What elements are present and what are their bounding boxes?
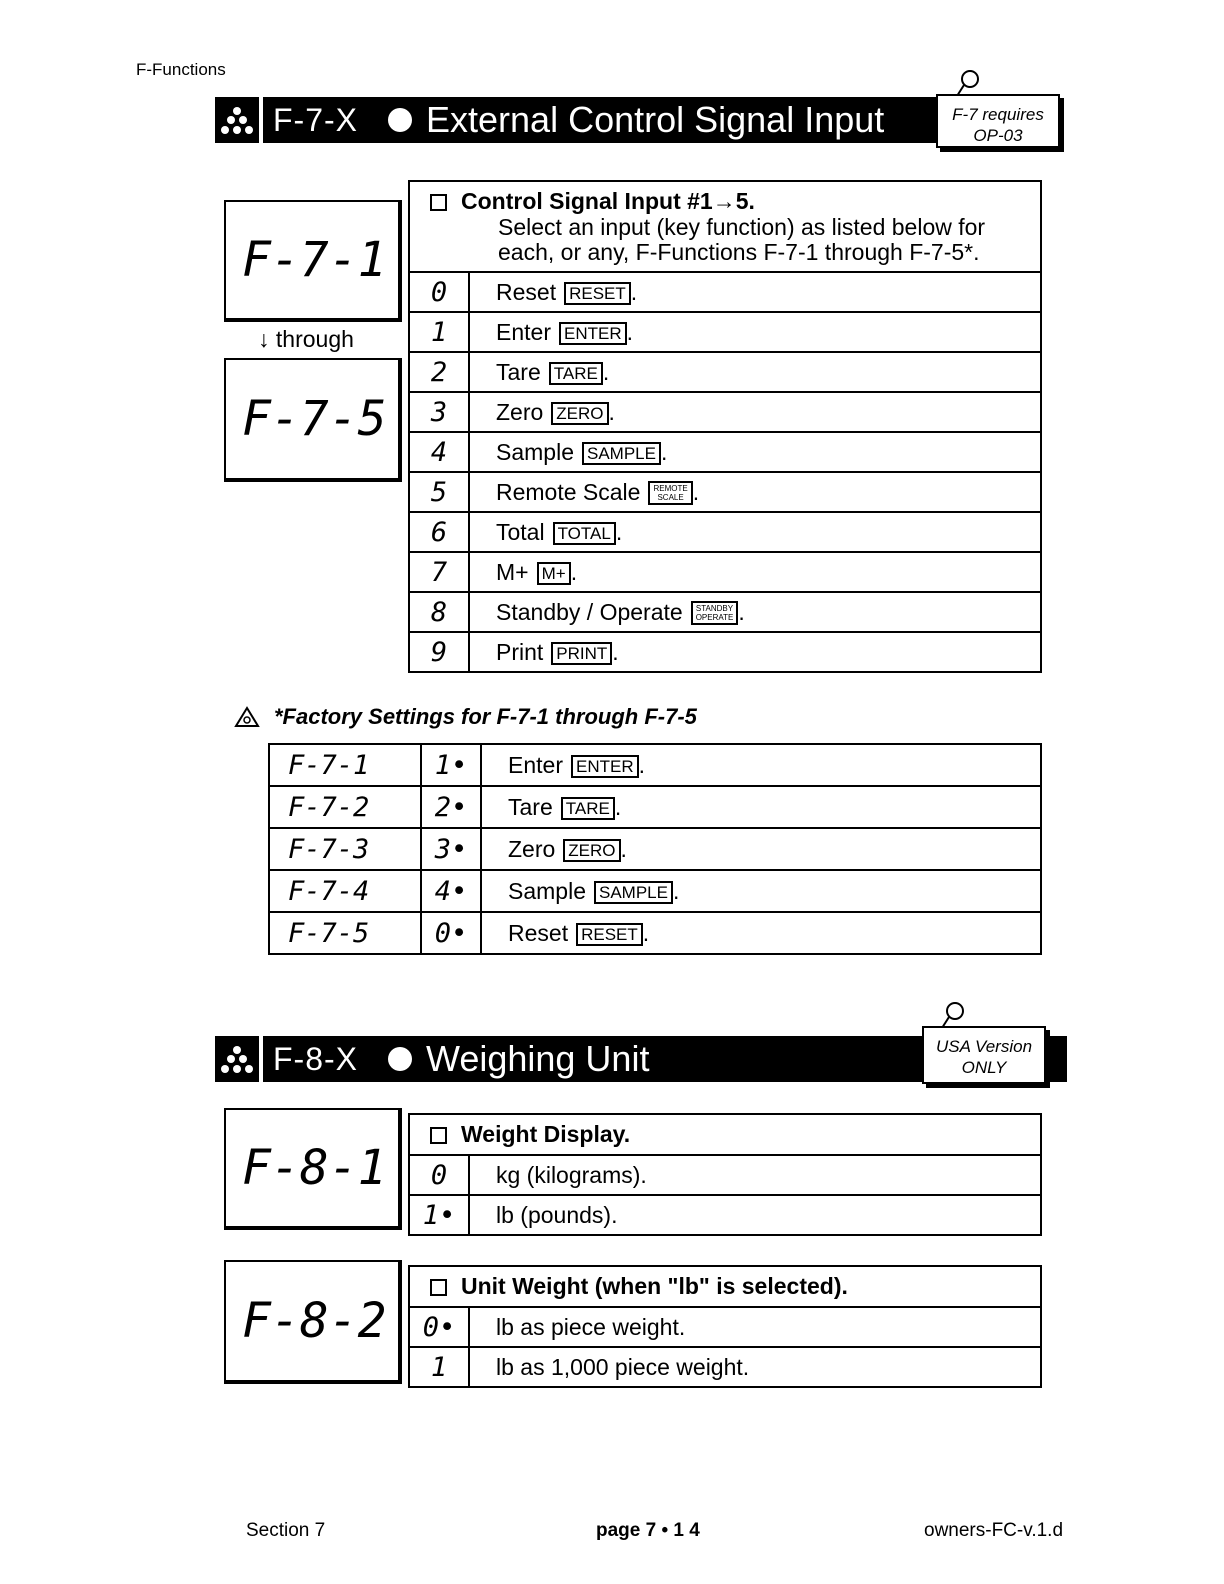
option-number: 6 [409,512,469,552]
running-header: F-Functions [136,60,226,79]
option-number: 1 [409,1347,469,1387]
option-cell: Standby / Operate STANDBY OPERATE . [469,592,1041,632]
table-row [269,828,1041,870]
option-label: Tare [508,793,553,820]
option-number: 0 [409,1155,469,1195]
key-line: STANDBY [695,604,734,614]
option-cell: Tare TARE . [469,352,1041,392]
note-line: OP-03 [973,126,1023,145]
table-row [269,786,1041,828]
option-number: 0 [409,272,469,312]
option-cell: Reset RESET . [469,272,1041,312]
option-table [408,1265,1042,1388]
note-line: ONLY [961,1058,1007,1077]
factory-value: 3• [421,828,481,870]
table-row [409,312,1041,352]
table-row [409,552,1041,592]
option-number: 5 [409,472,469,512]
heading-text: Weight Display. [461,1121,631,1147]
option-number: 2 [409,352,469,392]
function-code: F-7-4 [269,870,421,912]
table-row [409,1347,1041,1387]
option-label: lb (pounds). [469,1195,1041,1235]
table-row [409,512,1041,552]
key-icon: PRINT [551,642,612,665]
option-number: 1 [409,312,469,352]
option-label: Enter [508,751,563,778]
lcd-display: F-7-5 [224,358,402,482]
option-table [408,1113,1042,1236]
table-row [269,744,1041,786]
option-label: Total [496,518,545,545]
note-line: F-7 requires [952,105,1044,124]
section-banner-f7 [215,97,955,143]
checkbox-icon [430,194,447,211]
bullet-icon [388,108,412,132]
banner-title: External Control Signal Input [426,99,885,140]
key-icon: TARE [549,362,603,385]
table-row [409,352,1041,392]
checkbox-icon [430,1127,447,1144]
heading-text: Unit Weight (when "lb" is selected). [461,1273,848,1299]
option-cell: M+ M+ . [469,552,1041,592]
footer-page-number: page 7 • 1 4 [596,1520,700,1541]
factory-title: *Factory Settings for F-7-1 through F-7-5 [274,704,697,729]
option-label: Zero [508,835,556,862]
option-number: 3 [409,392,469,432]
option-cell: Print PRINT . [469,632,1041,672]
option-label: Sample [508,877,586,904]
option-label: Remote Scale [496,478,641,505]
table-row [409,1155,1041,1195]
option-cell: Sample SAMPLE . [469,432,1041,472]
banner-code: F-8-X [273,1040,358,1077]
option-cell: Reset RESET . [481,912,1041,954]
table-heading [409,181,1041,272]
bullet-icon [388,1047,412,1071]
key-line: SCALE [657,493,684,503]
warning-icon [234,706,260,728]
option-number: 4 [409,432,469,472]
option-label: Print [496,638,544,665]
factory-value: 4• [421,870,481,912]
key-icon: M+ [537,562,571,585]
table-row [409,392,1041,432]
logo-icon [215,97,263,143]
option-number: 9 [409,632,469,672]
lcd-display: F-7-1 [224,200,402,322]
factory-value: 2• [421,786,481,828]
key-icon [691,601,739,625]
option-label: Tare [496,358,541,385]
option-cell: Total TOTAL . [469,512,1041,552]
key-icon: ENTER [559,322,627,345]
factory-table [268,743,1042,955]
table-heading [409,1114,1041,1155]
option-label: Standby / Operate [496,598,683,625]
through-label: ↓ through [258,326,354,352]
option-label: M+ [496,558,529,585]
option-label: lb as 1,000 piece weight. [469,1347,1041,1387]
function-code: F-7-1 [269,744,421,786]
lcd-display: F-8-2 [224,1260,402,1384]
factory-value: 0• [421,912,481,954]
banner-title: Weighing Unit [426,1038,650,1079]
footer-section: Section 7 [246,1520,326,1541]
table-row [409,432,1041,472]
option-cell: Remote Scale REMOTE SCALE . [469,472,1041,512]
option-label: Sample [496,438,574,465]
requirement-note [936,94,1060,148]
option-cell: Sample SAMPLE . [481,870,1041,912]
footer-doc-id: owners-FC-v.1.d [924,1520,1064,1541]
description-line: Select an input (key function) as listed below for [498,214,986,240]
option-label: lb as piece weight. [469,1307,1041,1347]
key-icon: SAMPLE [582,442,661,465]
key-icon: ZERO [563,839,620,862]
function-code: F-7-5 [269,912,421,954]
key-icon: RESET [564,282,631,305]
key-icon: ZERO [551,402,608,425]
key-icon: SAMPLE [594,881,673,904]
logo-icon [215,1036,263,1082]
note-line: USA Version [935,1037,1033,1056]
option-label: Reset [508,919,569,946]
description-line: each, or any, F-Functions F-7-1 through F-7-5*. [498,239,980,265]
table-row [269,870,1041,912]
table-row [269,912,1041,954]
option-label: Reset [496,278,557,305]
table-row [409,1195,1041,1235]
factory-settings-caption [234,704,697,730]
table-row [409,592,1041,632]
table-row [409,272,1041,312]
lcd-display: F-8-1 [224,1108,402,1230]
key-icon: ENTER [571,755,639,778]
option-cell: Zero ZERO . [469,392,1041,432]
key-line: OPERATE [695,613,734,623]
function-code: F-7-2 [269,786,421,828]
key-icon: TOTAL [553,522,616,545]
option-cell: Enter ENTER . [481,744,1041,786]
table-heading [409,1266,1041,1307]
key-icon: RESET [576,923,643,946]
factory-value: 1• [421,744,481,786]
option-label: Enter [496,318,551,345]
key-line: REMOTE [653,484,688,494]
option-number: 0• [409,1307,469,1347]
usa-only-note [922,1026,1046,1084]
function-code: F-7-3 [269,828,421,870]
option-number: 7 [409,552,469,592]
table-row [409,472,1041,512]
option-cell: Tare TARE . [481,786,1041,828]
option-table [408,180,1042,673]
option-label: Zero [496,398,544,425]
heading-text: Control Signal Input #1→5. [461,188,755,214]
option-cell: Zero ZERO . [481,828,1041,870]
table-row [409,1307,1041,1347]
banner-code: F-7-X [273,101,358,138]
table-row [409,632,1041,672]
option-number: 8 [409,592,469,632]
option-number: 1• [409,1195,469,1235]
key-icon: TARE [561,797,615,820]
checkbox-icon [430,1279,447,1296]
option-cell: Enter ENTER . [469,312,1041,352]
option-label: kg (kilograms). [469,1155,1041,1195]
key-icon [648,481,692,505]
